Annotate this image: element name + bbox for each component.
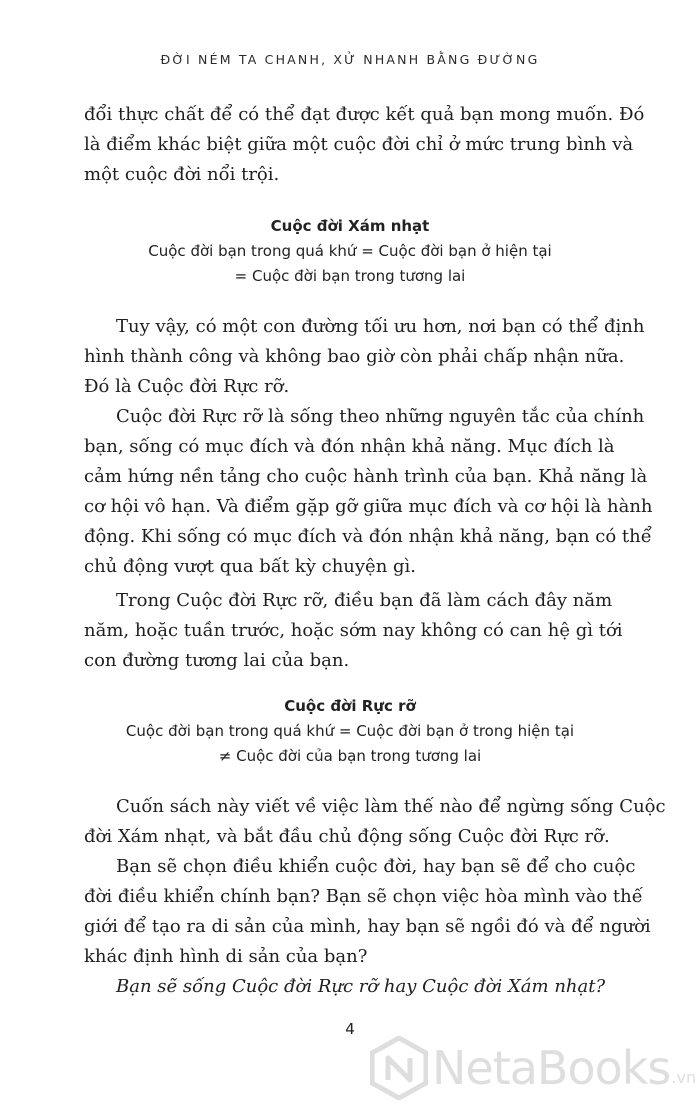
page-number: 4 — [345, 1020, 355, 1038]
formula-title: Cuộc đời Xám nhạt — [270, 217, 430, 235]
formula-line: ≠ Cuộc đời của bạn trong tương lai — [218, 747, 482, 765]
text-line: chủ động vượt qua bất kỳ chuyện gì. — [84, 556, 417, 577]
text-line: đổi thực chất để có thể đạt được kết quả bạn mong muốn. Đó — [84, 104, 645, 125]
formula-grey-life — [0, 214, 700, 289]
text-line: Cuốn sách này viết về việc làm thế nào để ngừng sống Cuộc — [116, 796, 666, 817]
text-line: cơ hội vô hạn. Và điểm gặp gỡ giữa mục đích và cơ hội là hành — [84, 496, 653, 517]
formula-brilliant-life — [0, 694, 700, 769]
paragraph-4 — [84, 586, 644, 676]
watermark-suffix: .vn — [671, 1067, 697, 1087]
paragraph-1 — [84, 100, 644, 190]
text-line: con đường tương lai của bạn. — [84, 650, 350, 671]
text-line: Đó là Cuộc đời Rực rỡ. — [84, 376, 290, 397]
netabooks-logo-icon — [370, 1036, 428, 1100]
watermark-brand: NetaBooks — [432, 1041, 671, 1095]
paragraph-3 — [84, 402, 653, 582]
watermark — [370, 1028, 696, 1108]
text-line: đời Xám nhạt, và bắt đầu chủ động sống Cuộc đời Rực rỡ. — [84, 826, 610, 847]
text-line: Bạn sẽ chọn điều khiển cuộc đời, hay bạn sẽ để cho cuộc — [116, 856, 636, 877]
formula-line: = Cuộc đời bạn trong tương lai — [234, 267, 466, 285]
formula-line: Cuộc đời bạn trong quá khứ = Cuộc đời bạn ở trong hiện tại — [125, 722, 575, 740]
text-line: năm, hoặc tuần trước, hoặc sớm nay không có can hệ gì tới — [84, 620, 623, 641]
text-line: cảm hứng nền tảng cho cuộc hành trình của bạn. Khả năng là — [84, 466, 648, 487]
text-line: Cuộc đời Rực rỡ là sống theo những nguyên tắc của chính — [116, 406, 645, 427]
text-line: hình thành công và không bao giờ còn phải chấp nhận nữa. — [84, 346, 625, 367]
text-line: giới để tạo ra di sản của mình, hay bạn sẽ ngồi đó và để người — [84, 916, 651, 937]
paragraph-2 — [84, 312, 644, 402]
closing-question: Bạn sẽ sống Cuộc đời Rực rỡ hay Cuộc đời Xám nhạt? — [116, 976, 606, 997]
text-line: Tuy vậy, có một con đường tối ưu hơn, nơi bạn có thể định — [116, 316, 645, 337]
formula-title: Cuộc đời Rực rỡ — [284, 697, 416, 715]
text-line: bạn, sống có mục đích và đón nhận khả năng. Mục đích là — [84, 436, 615, 457]
running-header: ĐỜI NÉM TA CHANH, XỬ NHANH BẰNG ĐƯỜNG — [160, 52, 540, 67]
text-line: là điểm khác biệt giữa một cuộc đời chỉ ở mức trung bình và — [84, 134, 634, 155]
text-line: khác định hình di sản của bạn? — [84, 946, 368, 967]
formula-line: Cuộc đời bạn trong quá khứ = Cuộc đời bạn ở hiện tại — [148, 242, 552, 260]
text-line: một cuộc đời nổi trội. — [84, 164, 280, 185]
text-line: Trong Cuộc đời Rực rỡ, điều bạn đã làm cách đây năm — [116, 590, 613, 611]
closing-paragraph — [84, 972, 644, 1002]
paragraph-6 — [84, 852, 651, 972]
paragraph-5 — [84, 792, 666, 852]
text-line: động. Khi sống có mục đích và đón nhận khả năng, bạn có thể — [84, 526, 652, 547]
text-line: đời điều khiển chính bạn? Bạn sẽ chọn việc hòa mình vào thế — [84, 886, 643, 907]
